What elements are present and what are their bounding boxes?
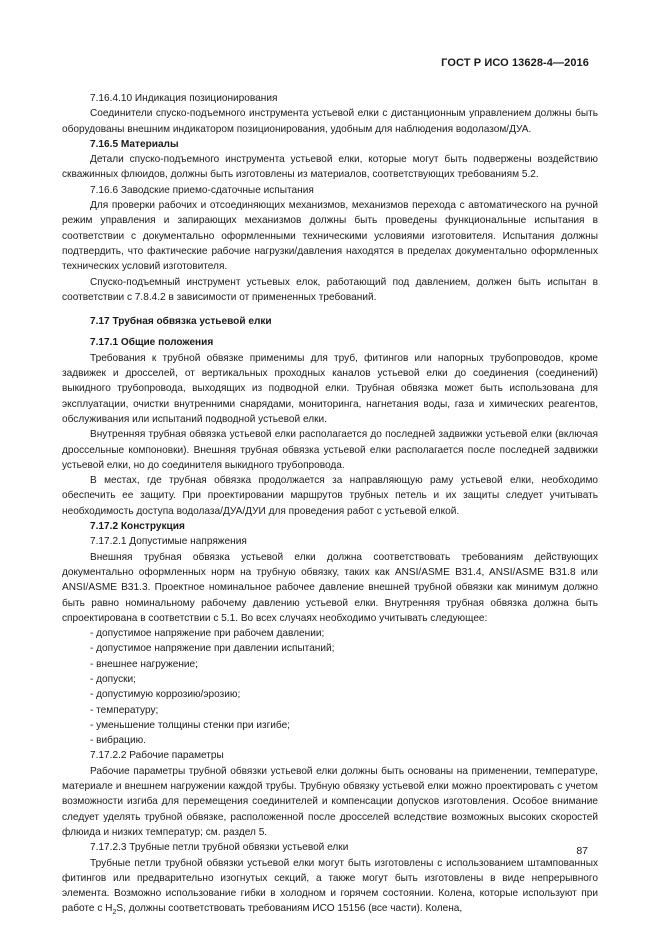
list-item: - температуру; xyxy=(90,704,159,716)
subscript: 2 xyxy=(112,909,117,917)
paragraph: Внутренняя трубная обвязка устьевой елки располагается до последней задвижки устьевой елки (включая дроссельные компоновки). Внешняя трубная обвязка устьевой елки располагается после последней задвижки устьевой елки, но до соединителя выкидного трубопровода. xyxy=(62,429,598,471)
paragraph-last-tail: S, должны соответствовать требованиям ИСО 15156 (все части). Колена, xyxy=(116,903,463,915)
paragraph: Детали спуско-подъемного инструмента устьевой елки, которые могут быть подвержены воздействию скважинных флюидов, должны быть изготовлены из материалов, соответствующих требованиям 5.2. xyxy=(62,154,598,181)
list-item: - внешнее нагружение; xyxy=(90,658,198,670)
list-item: - допуски; xyxy=(90,673,136,685)
paragraph-last xyxy=(62,856,598,917)
subsection-7-16 xyxy=(62,91,598,305)
document-body xyxy=(62,91,598,917)
paragraph: 7.17.2.2 Рабочие параметры xyxy=(90,750,224,762)
paragraph: 7.17.2.3 Трубные петли трубной обвязки устьевой елки xyxy=(90,842,349,854)
paragraph: 7.16.6 Заводские приемо-сдаточные испытания xyxy=(90,184,314,196)
paragraph: В местах, где трубная обвязка продолжается за направляющую раму устьевой елки, необходимо обеспечить ее защиту. При проектировании маршрутов трубных петель и их защиты следует учитывать необходимость доступа водолаза/ДУА/ДУИ для проведения работ с устьевой елкой. xyxy=(62,475,598,517)
list-item: - допустимое напряжение при рабочем давлении; xyxy=(90,628,325,640)
subsection-heading: 7.17.1 Общие положения xyxy=(90,337,214,349)
paragraph: Соединители спуско-подъемного инструмента устьевой елки с дистанционным управлением должны быть оборудованы внешним индикатором позиционирования, удобным для наблюдения водолазом/ДУА. xyxy=(62,108,598,135)
subsection-7-17 xyxy=(62,335,598,855)
paragraph: Внешняя трубная обвязка устьевой елки должна соответствовать требованиям действующих документально оформленных норм на трубную обвязку, таких как ANSI/ASME B31.4, ANSI/ASME B31.8 или ANSI/ASME B31.3. Проектное номинальное рабочее давление внешней трубной обвязки как минимум должно быть равно номинальному рабочему давлению устьевой елки. Внутренняя трубная обвязка должна быть спроектирована в соответствии с 5.1. Во всех случаях необходимо учитывать следующее: xyxy=(62,551,598,624)
paragraph: Для проверки рабочих и отсоединяющих механизмов, механизмов перехода с автоматического на ручной режим управления и запирающих механизмов должны быть проведены функциональные испытания в соответствии с документально оформленными техническими условиями изготовителя. Испытания должны подтвердить, что фактические рабочие нагрузки/давления находятся в пределах документально оформленных технических условий изготовителя. xyxy=(62,200,598,273)
document-header: ГОСТ Р ИСО 13628-4—2016 xyxy=(441,57,589,69)
paragraph: Спуско-подъемный инструмент устьевых елок, работающий под давлением, должен быть испытан в соответствии с 7.8.4.2 в зависимости от примененных требований. xyxy=(62,276,598,303)
paragraph: Рабочие параметры трубной обвязки устьевой елки должны быть основаны на применении, температуре, материале и внешнем нагружении каждой трубы. Трубную обвязку устьевой елки можно проектировать с учетом возможности изгиба для перемещения соединителей и компенсации допусков изготовления. Особое внимание следует уделять трубной обвязке, расположенной после дросселей вследствие возможных высоких скоростей флюида и низких температур; см. раздел 5. xyxy=(62,765,598,838)
list-item: - вибрацию. xyxy=(90,735,146,747)
page-number: 87 xyxy=(576,845,588,857)
paragraph-last-text: Трубные петли трубной обвязки устьевой елки могут быть изготовлены с использованием штампованных фитингов или предварительно изогнутых секций, а также могут быть изготовлены в виде непрерывного элемента. Возможно использование гибки в холодном и горячем состоянии. Колена, которые используют при работе с H xyxy=(62,857,598,915)
paragraph: Требования к трубной обвязке применимы для труб, фитингов или напорных трубопроводов, кроме задвижек и дросселей, от вертикальных проходных каналов устьевой елки до соединения (соединений) выкидного трубопровода, выходящих из подводной елки. Трубная обвязка может быть использована для эксплуатации, очистки внутренними снарядами, мониторинга, нагнетания воды, газа и химических реагентов, обслуживания или испытаний подводной устьевой елки. xyxy=(62,352,598,425)
paragraph: 7.17.2.1 Допустимые напряжения xyxy=(90,536,247,548)
list-item: - допустимое напряжение при давлении испытаний; xyxy=(90,643,335,655)
subsection-heading: 7.17.2 Конструкция xyxy=(90,521,185,533)
section-title: 7.17 Трубная обвязка устьевой елки xyxy=(90,316,272,328)
list-item: - допустимую коррозию/эрозию; xyxy=(90,689,241,701)
paragraph: 7.16.4.10 Индикация позиционирования xyxy=(90,93,278,104)
list-item: - уменьшение толщины стенки при изгибе; xyxy=(90,719,290,731)
subsection-heading: 7.16.5 Материалы xyxy=(90,138,179,150)
